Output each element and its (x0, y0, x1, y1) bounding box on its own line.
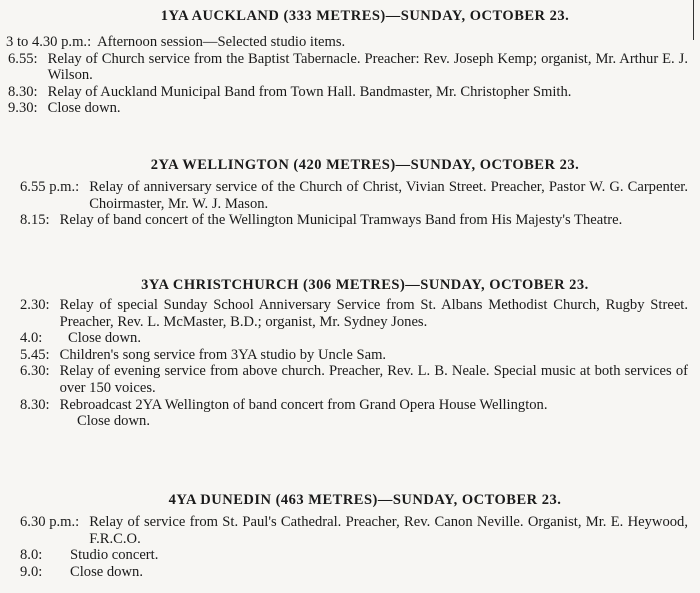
entry-time: 6.30 p.m.: (20, 514, 80, 530)
program-entry (0, 564, 700, 581)
entry-time: 6.30: (20, 363, 50, 380)
entry-time: 2.30: (20, 297, 50, 313)
section-heading: 3YA CHRISTCHURCH (306 METRES)—SUNDAY, OCTOBER 23. (141, 277, 589, 293)
entry-text: Relay of Auckland Municipal Band from Town Hall. Bandmaster, Mr. Christopher Smith. (47, 83, 572, 100)
entry-time: 8.0: (20, 547, 43, 564)
program-entry (0, 34, 700, 51)
program-entry (0, 212, 700, 229)
entry-time: 9.30: (8, 100, 38, 117)
section-1ya-auckland (0, 7, 700, 117)
entry-time: 3 to 4.30 p.m.: (6, 34, 92, 50)
program-entry (0, 179, 700, 212)
entry-text: Relay of Church service from the Baptist Tabernacle. Preacher: Rev. Joseph Kemp; organist, Mr. Arthur E. J. Wilson. (47, 50, 688, 84)
entry-time: 6.55 p.m.: (20, 179, 80, 195)
entry-text: Relay of anniversary service of the Church of Christ, Vivian Street. Preacher, Pastor W. G. Carpenter. Choirmaster, Mr. W. J. Mason. (89, 179, 688, 212)
program-entry (0, 297, 700, 330)
section-heading: 2YA WELLINGTON (420 METRES)—SUNDAY, OCTOBER 23. (150, 157, 580, 173)
entry-time: 4.0: (20, 330, 43, 347)
section-3ya-christchurch (0, 276, 700, 430)
program-entry (0, 100, 700, 117)
entry-text: Close down. (68, 330, 141, 347)
entry-text: Children's song service from 3YA studio by Uncle Sam. (59, 346, 387, 363)
entry-text: Relay of special Sunday School Anniversary Service from St. Albans Methodist Church, Rugby Street. Preacher, Rev. L. McMaster, B.D.; organist, Mr. Sydney Jones. (59, 297, 688, 330)
program-entry (0, 330, 700, 347)
program-entry (0, 84, 700, 101)
section-2ya-wellington (0, 156, 700, 229)
program-entry (0, 363, 700, 396)
close-down-note: Close down. (77, 413, 150, 430)
program-entry (0, 397, 700, 414)
entry-text: Close down. (47, 100, 121, 117)
entry-text: Rebroadcast 2YA Wellington of band concert from Grand Opera House Wellington. (59, 396, 548, 413)
entry-text: Afternoon session—Selected studio items. (97, 34, 346, 50)
entry-text: Relay of band concert of the Wellington Municipal Tramways Band from His Majesty's Theatre. (59, 212, 623, 229)
entry-time: 6.55: (8, 50, 38, 67)
program-entry (0, 547, 700, 564)
entry-text: Studio concert. (70, 547, 159, 564)
entry-time: 9.0: (20, 563, 43, 580)
entry-text: Close down. (70, 563, 143, 580)
entry-time: 8.15: (20, 212, 50, 229)
entry-text: Relay of evening service from above church. Preacher, Rev. L. B. Neale. Special music at both services of over 150 voices. (59, 363, 688, 396)
entry-time: 8.30: (20, 396, 50, 413)
program-entry (0, 514, 700, 547)
section-heading: 4YA DUNEDIN (463 METRES)—SUNDAY, OCTOBER 23. (168, 492, 562, 508)
entry-time: 8.30: (8, 83, 38, 100)
section-4ya-dunedin (0, 491, 700, 580)
program-entry (0, 347, 700, 364)
entry-time: 5.45: (20, 346, 50, 363)
program-entry (0, 51, 700, 84)
entry-text: Relay of service from St. Paul's Cathedral. Preacher, Rev. Canon Neville. Organist, Mr. E. Heywood, F.R.C.O. (89, 514, 688, 547)
section-heading: 1YA AUCKLAND (333 METRES)—SUNDAY, OCTOBER 23. (160, 8, 570, 24)
